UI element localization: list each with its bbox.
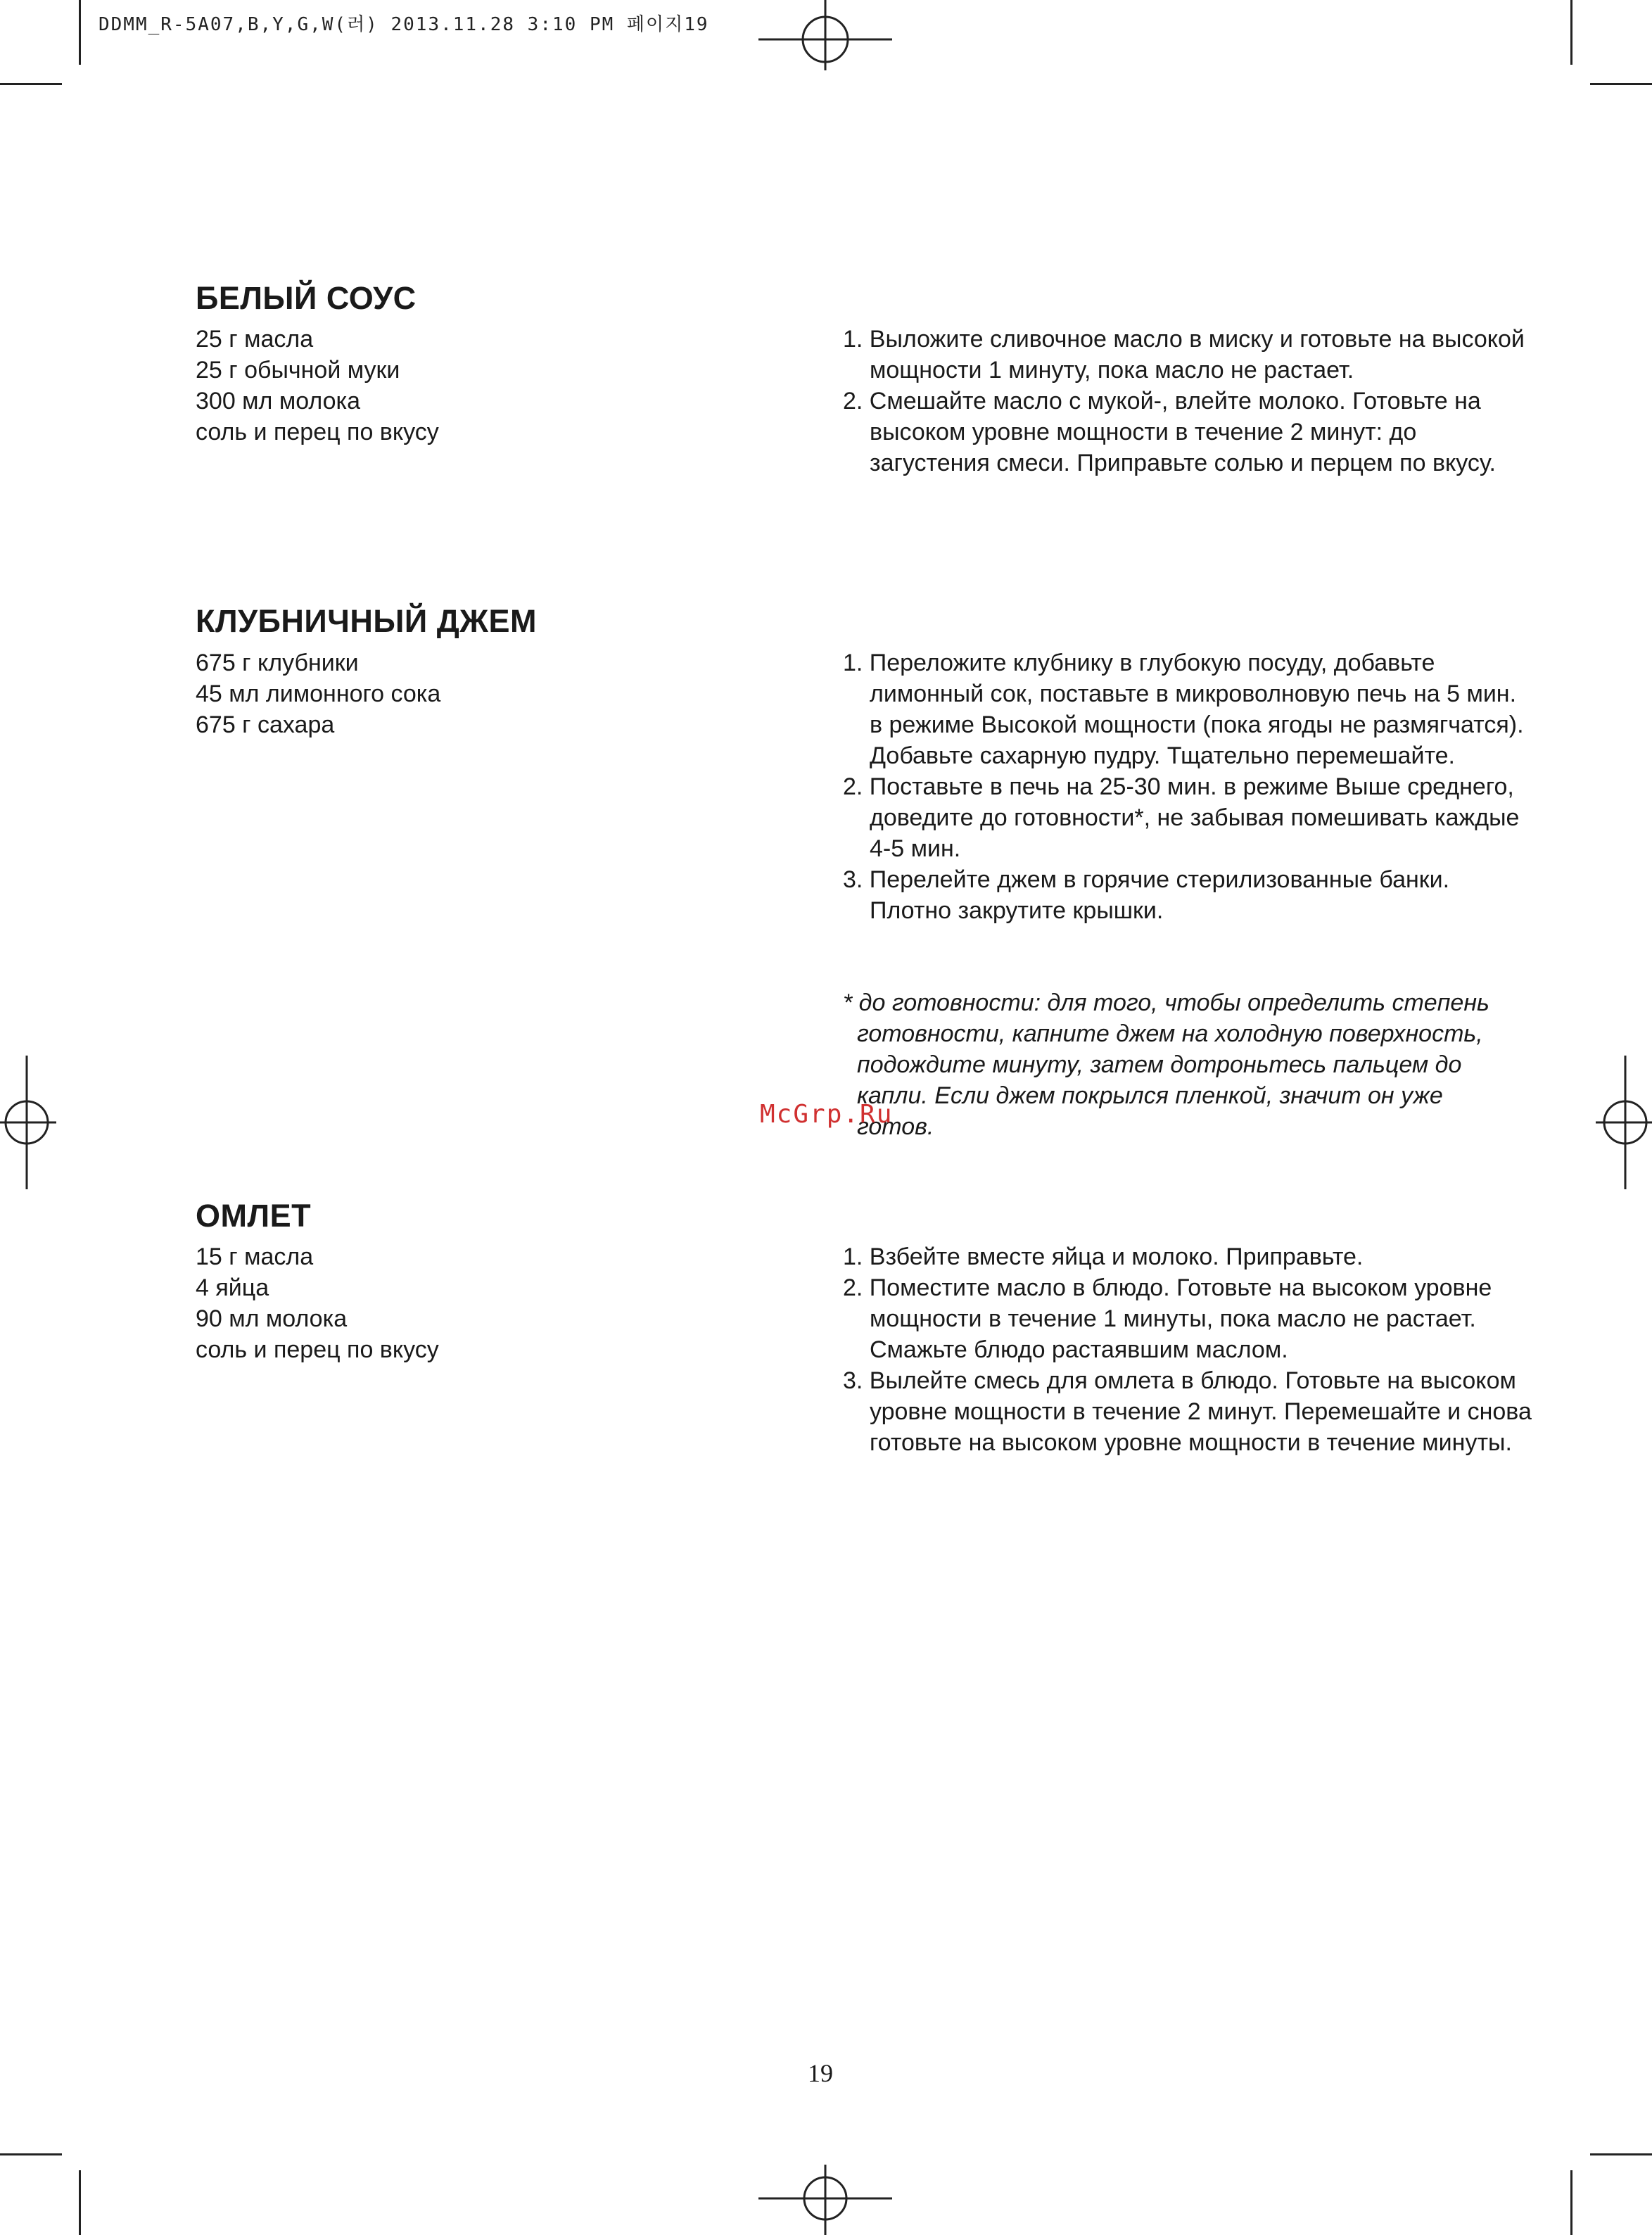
ingredient-item: соль и перец по вкусу xyxy=(196,1336,439,1363)
crop-mark-bottom-right-v xyxy=(1570,2170,1572,2235)
registration-mark-bottom xyxy=(758,2165,892,2235)
ingredient-item: 675 г сахара xyxy=(196,711,335,738)
crop-mark-bottom-left-v xyxy=(79,2170,81,2235)
section-title-strawberry-jam: КЛУБНИЧНЫЙ ДЖЕМ xyxy=(196,603,537,639)
step-item: 2. Смешайте масло с мукой-, влейте молоко. Готовьте на высоком уровне мощности в течение 2 минут: до загустения смеси. Приправьте солью и перцем по вкусу. xyxy=(843,388,1496,476)
ingredients-omelette xyxy=(196,1241,439,1365)
crop-mark-bottom-left-h xyxy=(0,2153,62,2155)
registration-mark-right xyxy=(1596,1056,1652,1189)
registration-mark-left xyxy=(0,1056,56,1189)
steps-omelette xyxy=(843,1241,1532,1458)
crop-mark-top-right-v xyxy=(1570,0,1572,65)
ingredient-item: 300 мл молока xyxy=(196,388,361,414)
print-header: DDMM_R-5A07,B,Y,G,W(러) 2013.11.28 3:10 PM 페이지19 xyxy=(99,14,709,35)
ingredients-strawberry-jam xyxy=(196,647,440,740)
ingredient-item: 15 г масла xyxy=(196,1243,314,1270)
ingredient-item: соль и перец по вкусу xyxy=(196,419,439,445)
ingredients-white-sauce xyxy=(196,324,439,448)
watermark: McGrp.Ru xyxy=(760,1100,894,1129)
ingredient-item: 90 мл молока xyxy=(196,1305,348,1332)
ingredient-item: 4 яйца xyxy=(196,1274,269,1301)
ingredient-item: 25 г масла xyxy=(196,326,314,353)
registration-mark-top xyxy=(758,0,892,70)
ingredient-item: 25 г обычной муки xyxy=(196,357,400,384)
crop-mark-bottom-right-h xyxy=(1590,2153,1652,2155)
step-item: 1. Выложите сливочное масло в миску и готовьте на высокой мощности 1 минуту, пока масло не растает. xyxy=(843,326,1525,384)
crop-mark-top-right-h xyxy=(1590,83,1652,85)
section-title-omelette: ОМЛЕТ xyxy=(196,1198,312,1234)
step-item: 1. Переложите клубнику в глубокую посуду, добавьте лимонный сок, поставьте в микроволновую печь на 5 мин. в режиме Высокой мощности (пока ягоды не размягчатся). Добавьте сахарную пудру. Тщательно перемешайте. xyxy=(843,650,1524,769)
crop-mark-top-left-h xyxy=(0,83,62,85)
section-title-white-sauce: БЕЛЫЙ СОУС xyxy=(196,280,417,316)
step-item: 3. Вылейте смесь для омлета в блюдо. Готовьте на высоком уровне мощности в течение 2 минут. Перемешайте и снова готовьте на высоком уровне мощности в течение минуты. xyxy=(843,1367,1532,1456)
step-item: 1. Взбейте вместе яйца и молоко. Приправьте. xyxy=(843,1243,1364,1270)
page-number: 19 xyxy=(808,2059,833,2087)
crop-mark-top-left-v xyxy=(79,0,81,65)
step-item: 3. Перелейте джем в горячие стерилизованные банки. Плотно закрутите крышки. xyxy=(843,866,1450,924)
ingredient-item: 675 г клубники xyxy=(196,650,359,676)
step-item: 2. Поместите масло в блюдо. Готовьте на высоком уровне мощности в течение 1 минуты, пока масло не растает. Смажьте блюдо растаявшим маслом. xyxy=(843,1274,1492,1363)
jam-readiness-note: * до готовности: для того, чтобы определить степень готовности, капните джем на холодную поверхность, подождите минуту, затем дотроньтесь пальцем до капли. Если джем покрылся пленкой, значит он уже готов. xyxy=(843,989,1489,1140)
ingredient-item: 45 мл лимонного сока xyxy=(196,680,441,707)
steps-white-sauce xyxy=(843,324,1532,479)
steps-strawberry-jam xyxy=(843,647,1532,926)
step-item: 2. Поставьте в печь на 25-30 мин. в режиме Выше среднего, доведите до готовности*, не забывая помешивать каждые 4-5 мин. xyxy=(843,773,1520,862)
